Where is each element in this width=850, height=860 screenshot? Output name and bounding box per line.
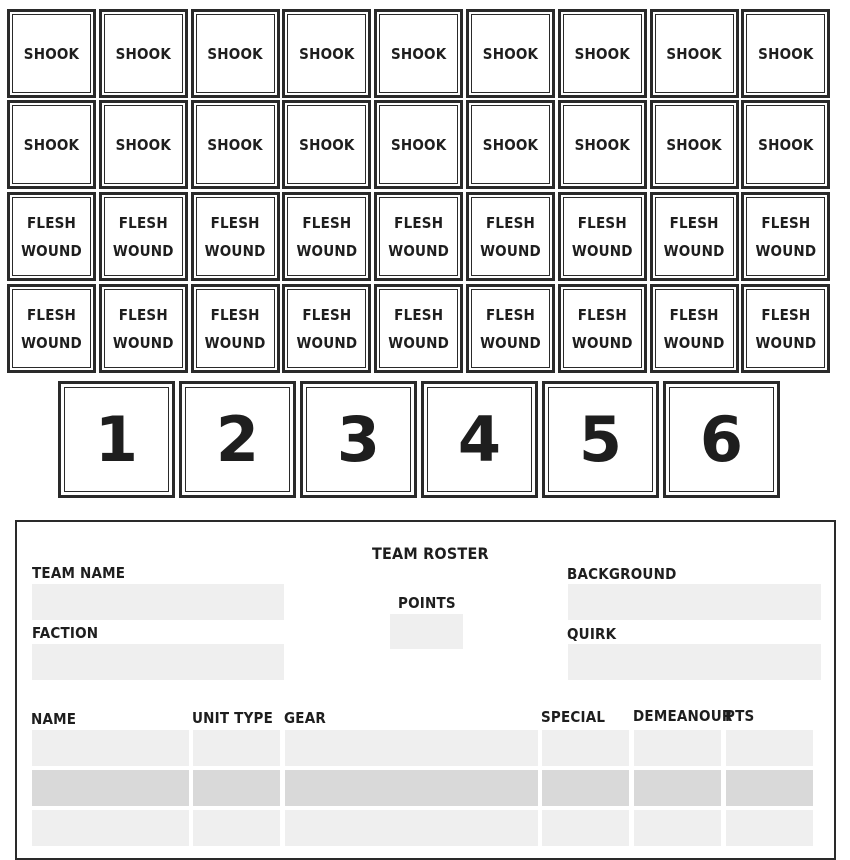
card-label: SHOOK: [115, 135, 171, 154]
roster-row-1-cell[interactable]: [193, 730, 280, 766]
shook-card: [374, 100, 463, 189]
shook-card: [466, 9, 555, 98]
die-number: 6: [699, 403, 744, 476]
quirk-label: QUIRK: [567, 625, 617, 643]
shook-card: [7, 9, 96, 98]
card-label: SHOOK: [299, 44, 355, 63]
card-label-line: WOUND: [21, 241, 82, 260]
card-label-line: WOUND: [296, 241, 358, 260]
card-label: SHOOK: [482, 44, 539, 63]
card-label-line: FLESH: [394, 213, 444, 232]
points-label: POINTS: [398, 594, 456, 612]
roster-row-3-cell[interactable]: [32, 810, 189, 846]
roster-row-1-cell[interactable]: [634, 730, 721, 766]
card-label: SHOOK: [574, 44, 630, 63]
flesh-wound-card: [558, 284, 647, 373]
flesh-wound-card: [374, 192, 463, 281]
die-face: [542, 381, 659, 498]
roster-row-1-cell[interactable]: [542, 730, 629, 766]
die-face: [300, 381, 417, 498]
flesh-wound-card: [650, 284, 739, 373]
flesh-wound-card: [99, 284, 188, 373]
flesh-wound-card: [558, 192, 647, 281]
flesh-wound-card: [374, 284, 463, 373]
card-label-line: FLESH: [761, 305, 811, 324]
card-label: SHOOK: [482, 135, 539, 154]
flesh-wound-card: [741, 192, 830, 281]
card-label: SHOOK: [574, 135, 630, 154]
die-face: [663, 381, 780, 498]
card-label-line: WOUND: [204, 241, 266, 260]
shook-card: [99, 100, 188, 189]
card-label-line: FLESH: [26, 213, 77, 232]
shook-card: [282, 100, 371, 189]
team-name-field[interactable]: [32, 584, 284, 620]
background-field[interactable]: [568, 584, 821, 620]
column-header-gear: GEAR: [284, 709, 326, 727]
card-label-line: WOUND: [388, 241, 450, 260]
roster-row-3-cell[interactable]: [193, 810, 280, 846]
shook-card: [191, 9, 280, 98]
card-label-line: FLESH: [210, 305, 260, 324]
shook-card: [558, 100, 647, 189]
card-label-line: FLESH: [761, 213, 811, 232]
card-label-line: WOUND: [755, 333, 817, 352]
card-label: SHOOK: [758, 135, 814, 154]
card-label-line: FLESH: [394, 305, 444, 324]
roster-row-3-cell[interactable]: [285, 810, 538, 846]
flesh-wound-card: [191, 192, 280, 281]
column-header-special: SPECIAL: [541, 708, 606, 726]
column-header-pts: PTS: [725, 707, 755, 725]
die-number: 3: [336, 403, 381, 476]
die-face: [179, 381, 296, 498]
roster-row-2-cell[interactable]: [285, 770, 538, 806]
die-face: [421, 381, 538, 498]
card-label-line: WOUND: [571, 333, 633, 352]
flesh-wound-card: [466, 284, 555, 373]
flesh-wound-card: [282, 192, 371, 281]
card-label-line: FLESH: [485, 213, 536, 232]
card-label: SHOOK: [207, 135, 263, 154]
die-number: 5: [578, 403, 623, 476]
card-label-line: FLESH: [118, 305, 168, 324]
shook-card: [282, 9, 371, 98]
faction-field[interactable]: [32, 644, 284, 680]
card-label-line: WOUND: [388, 333, 450, 352]
roster-row-2-cell[interactable]: [542, 770, 629, 806]
roster-row-1-cell[interactable]: [285, 730, 538, 766]
card-label: SHOOK: [207, 44, 263, 63]
team-name-label: TEAM NAME: [32, 564, 126, 582]
card-label: SHOOK: [666, 135, 722, 154]
flesh-wound-card: [741, 284, 830, 373]
flesh-wound-card: [466, 192, 555, 281]
flesh-wound-card: [99, 192, 188, 281]
die-number: 1: [94, 403, 139, 476]
shook-card: [191, 100, 280, 189]
card-label-line: FLESH: [577, 213, 627, 232]
card-label: SHOOK: [758, 44, 814, 63]
card-label-line: WOUND: [480, 333, 541, 352]
column-header-name: NAME: [31, 710, 77, 728]
roster-row-3-cell[interactable]: [542, 810, 629, 846]
card-label-line: WOUND: [112, 333, 174, 352]
shook-card: [466, 100, 555, 189]
shook-card: [558, 9, 647, 98]
shook-card: [99, 9, 188, 98]
roster-row-2-cell[interactable]: [726, 770, 813, 806]
flesh-wound-card: [282, 284, 371, 373]
faction-label: FACTION: [32, 624, 99, 642]
card-label-line: WOUND: [663, 333, 725, 352]
card-label: SHOOK: [23, 135, 80, 154]
roster-row-1-cell[interactable]: [32, 730, 189, 766]
card-label: SHOOK: [390, 135, 447, 154]
roster-title: TEAM ROSTER: [372, 544, 489, 563]
card-label-line: FLESH: [669, 213, 719, 232]
shook-card: [650, 100, 739, 189]
points-field[interactable]: [390, 614, 463, 649]
shook-card: [741, 100, 830, 189]
shook-card: [741, 9, 830, 98]
roster-row-1-cell[interactable]: [726, 730, 813, 766]
card-label-line: FLESH: [118, 213, 168, 232]
card-label-line: FLESH: [577, 305, 627, 324]
shook-card: [650, 9, 739, 98]
flesh-wound-card: [7, 284, 96, 373]
card-label-line: WOUND: [204, 333, 266, 352]
card-label-line: WOUND: [480, 241, 541, 260]
column-header-unit-type: UNIT TYPE: [192, 709, 274, 727]
roster-row-2-cell[interactable]: [193, 770, 280, 806]
card-label-line: WOUND: [112, 241, 174, 260]
card-label-line: WOUND: [755, 241, 817, 260]
roster-row-3-cell[interactable]: [726, 810, 813, 846]
flesh-wound-card: [7, 192, 96, 281]
roster-row-3-cell[interactable]: [634, 810, 721, 846]
card-label: SHOOK: [115, 44, 171, 63]
background-label: BACKGROUND: [567, 565, 677, 583]
card-label: SHOOK: [666, 44, 722, 63]
card-label-line: WOUND: [571, 241, 633, 260]
card-label-line: FLESH: [26, 305, 77, 324]
shook-card: [7, 100, 96, 189]
card-label-line: FLESH: [302, 213, 352, 232]
card-label: SHOOK: [23, 44, 80, 63]
card-label-line: FLESH: [210, 213, 260, 232]
shook-card: [374, 9, 463, 98]
die-number: 4: [457, 403, 502, 476]
card-label-line: FLESH: [302, 305, 352, 324]
flesh-wound-card: [650, 192, 739, 281]
column-header-demeanour: DEMEANOUR: [633, 707, 733, 725]
card-label-line: FLESH: [669, 305, 719, 324]
card-label-line: WOUND: [663, 241, 725, 260]
card-label: SHOOK: [299, 135, 355, 154]
roster-row-2-cell[interactable]: [634, 770, 721, 806]
card-label-line: WOUND: [296, 333, 358, 352]
card-label-line: WOUND: [21, 333, 82, 352]
quirk-field[interactable]: [568, 644, 821, 680]
card-label: SHOOK: [390, 44, 447, 63]
team-roster-sheet: [15, 520, 836, 860]
roster-row-2-cell[interactable]: [32, 770, 189, 806]
card-label-line: FLESH: [485, 305, 536, 324]
flesh-wound-card: [191, 284, 280, 373]
die-number: 2: [215, 403, 260, 476]
die-face: [58, 381, 175, 498]
